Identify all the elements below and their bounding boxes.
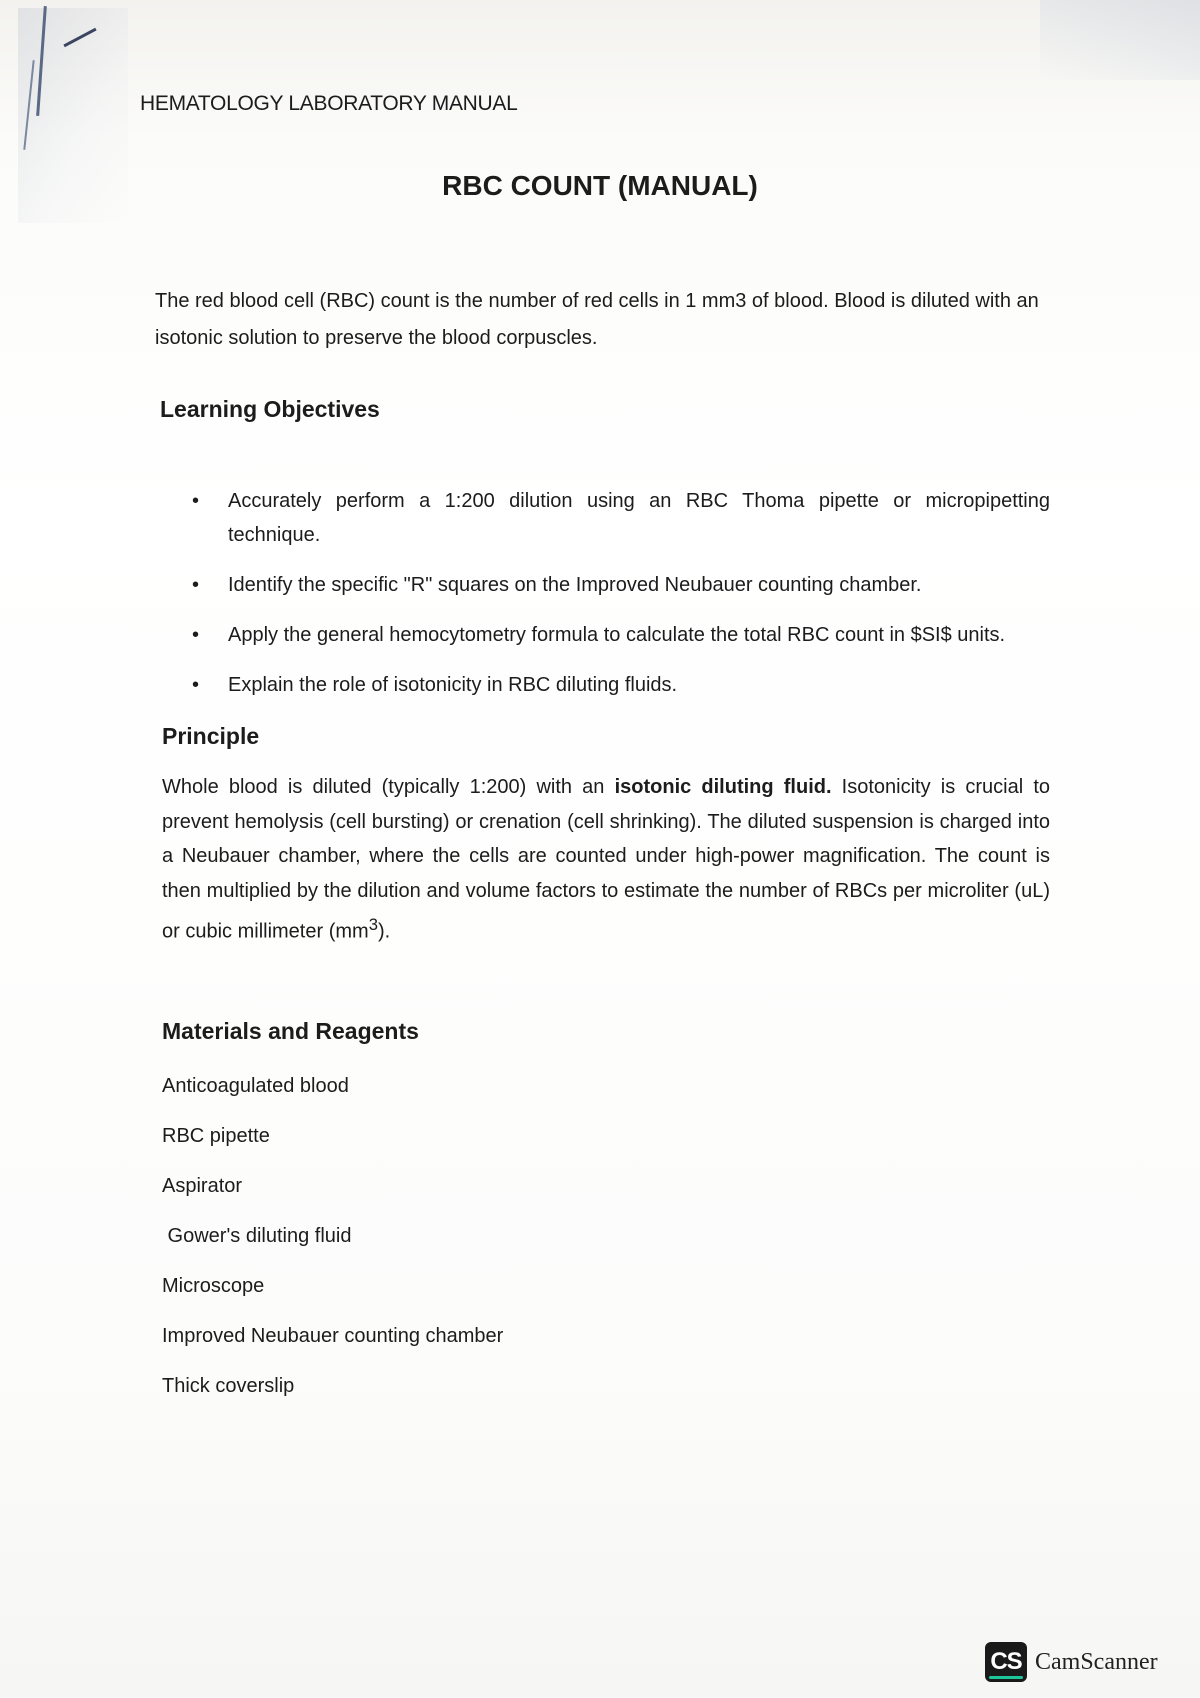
intro-paragraph: The red blood cell (RBC) count is the number of red cells in 1 mm3 of blood. Blood is diluted with an isotonic solution to preserve the blood corpuscles.: [155, 290, 1039, 349]
corner-shadow: [1040, 0, 1200, 80]
list-item: Anticoagulated blood: [162, 1075, 349, 1097]
principle-text-part: Isotonicity is crucial to prevent hemolysis (cell bursting) or crenation (cell shrinking). The diluted suspension is charged into a Neubauer chamber, where the cells are counted under high-power magnification. The count is then multiplied by the dilution and volume factors to estimate the number of RBCs per microliter (uL) or cubic millimeter (mm: [162, 776, 1050, 943]
list-item: Gower's diluting fluid: [162, 1225, 352, 1247]
list-item: Thick coverslip: [162, 1375, 295, 1397]
list-item: Aspirator: [162, 1175, 243, 1197]
list-item: [190, 484, 1050, 552]
list-item: Microscope: [162, 1275, 265, 1297]
principle-text-part: Whole blood is diluted (typically 1:200) with an: [162, 776, 615, 798]
camscanner-watermark: [985, 1641, 1158, 1683]
list-item: [190, 618, 1050, 652]
objective-text: Identify the specific "R" squares on the Improved Neubauer counting chamber.: [228, 574, 922, 596]
page-title: [0, 170, 1200, 202]
manual-header: HEMATOLOGY LABORATORY MANUAL: [140, 92, 518, 115]
objective-text: Apply the general hemocytometry formula to calculate the total RBC count in $SI$ units.: [228, 624, 1006, 646]
list-item: RBC pipette: [162, 1125, 270, 1147]
bullet-icon: •: [192, 574, 200, 596]
bullet-icon: •: [192, 674, 200, 696]
principle-bold-text: isotonic diluting fluid.: [614, 776, 832, 798]
bullet-icon: •: [192, 624, 200, 646]
materials-list: [162, 1071, 503, 1421]
principle-text-end: ).: [377, 920, 391, 943]
list-item: [190, 568, 1050, 602]
camscanner-name: CamScanner: [1035, 1648, 1158, 1675]
principle-paragraph: [162, 770, 1050, 949]
superscript: 3: [368, 915, 378, 934]
bullet-icon: •: [192, 490, 200, 512]
list-item: Improved Neubauer counting chamber: [162, 1325, 504, 1347]
materials-heading: Materials and Reagents: [162, 1018, 419, 1044]
page-title-text: RBC COUNT (MANUAL): [442, 170, 758, 201]
camscanner-logo-icon: CS: [985, 1642, 1027, 1682]
list-item: [190, 668, 1050, 702]
principle-heading: Principle: [162, 723, 260, 749]
objective-text: Explain the role of isotonicity in RBC diluting fluids.: [228, 674, 678, 696]
objective-text: Accurately perform a 1:200 dilution using an RBC Thoma pipette or micropipetting technique.: [228, 490, 1050, 546]
learning-objectives-heading: Learning Objectives: [160, 396, 380, 422]
learning-objectives-list: [190, 484, 1050, 718]
